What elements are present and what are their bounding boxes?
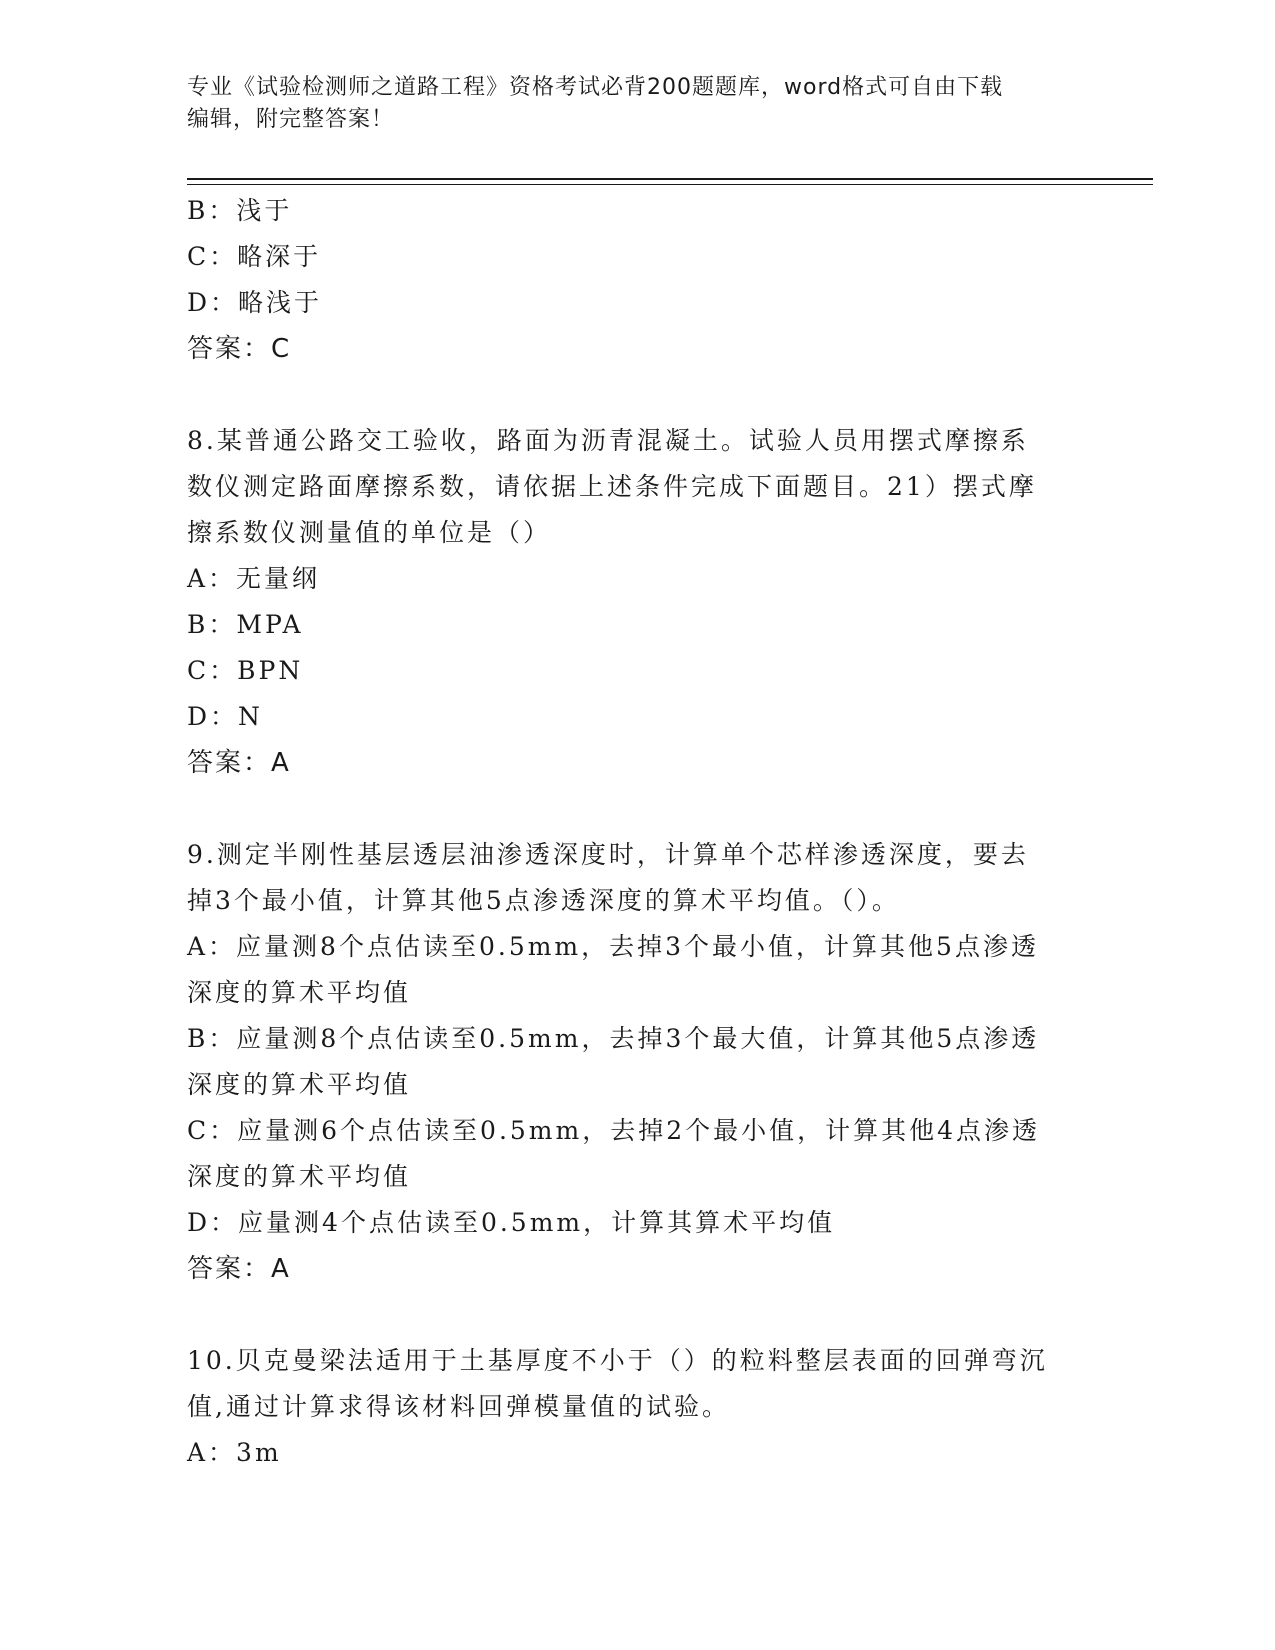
q9-stem-line-2: 掉3个最小值，计算其他5点渗透深度的算术平均值。（）。 bbox=[187, 886, 900, 915]
q9-option-d: D：应量测4个点估读至0.5mm，计算其算术平均值 bbox=[187, 1208, 836, 1237]
header-title-line-2: 编辑，附完整答案！ bbox=[187, 107, 395, 132]
q9-option-b-line-2: 深度的算术平均值 bbox=[187, 1070, 412, 1099]
spacer bbox=[187, 786, 1077, 832]
q7-option-c: C：略深于 bbox=[187, 242, 322, 271]
q9-option-a-line-1: A：应量测8个点估读至0.5mm，去掉3个最小值，计算其他5点渗透 bbox=[187, 932, 1039, 961]
q10-stem-line-2: 值,通过计算求得该材料回弹模量值的试验。 bbox=[187, 1392, 730, 1421]
q8-stem-line-1: 8.某普通公路交工验收，路面为沥青混凝土。试验人员用摆式摩擦系 bbox=[187, 426, 1029, 455]
header-title-line-1: 专业《试验检测师之道路工程》资格考试必背200题题库，word格式可自由下载 bbox=[187, 75, 1004, 100]
q7-option-b: B：浅于 bbox=[187, 196, 293, 225]
q8-stem-line-3: 擦系数仪测量值的单位是（） bbox=[187, 518, 552, 547]
q7-option-d: D：略浅于 bbox=[187, 288, 323, 317]
header-divider-thick bbox=[187, 178, 1153, 180]
q8-option-c: C：BPN bbox=[187, 656, 304, 685]
q10-option-a: A：3m bbox=[187, 1438, 282, 1467]
spacer bbox=[187, 372, 1077, 418]
q7-answer: 答案：C bbox=[187, 334, 292, 364]
spacer bbox=[187, 1292, 1077, 1338]
q9-option-a-line-2: 深度的算术平均值 bbox=[187, 978, 412, 1007]
q9-option-c-line-2: 深度的算术平均值 bbox=[187, 1162, 412, 1191]
question-9 bbox=[187, 832, 1077, 1292]
q9-answer: 答案：A bbox=[187, 1254, 291, 1284]
question-10 bbox=[187, 1338, 1077, 1476]
q8-answer: 答案：A bbox=[187, 748, 291, 778]
page-header bbox=[187, 72, 1077, 136]
q9-option-c-line-1: C：应量测6个点估读至0.5mm，去掉2个最小值，计算其他4点渗透 bbox=[187, 1116, 1041, 1145]
question-8 bbox=[187, 418, 1077, 786]
q8-option-b: B：MPA bbox=[187, 610, 304, 639]
q8-option-a: A：无量纲 bbox=[187, 564, 321, 593]
q9-stem-line-1: 9.测定半刚性基层透层油渗透深度时，计算单个芯样渗透深度，要去 bbox=[187, 840, 1029, 869]
q8-stem-line-2: 数仪测定路面摩擦系数，请依据上述条件完成下面题目。21）摆式摩 bbox=[187, 472, 1037, 501]
question-7 bbox=[187, 188, 1077, 372]
q8-option-d: D：N bbox=[187, 702, 263, 731]
q9-option-b-line-1: B：应量测8个点估读至0.5mm，去掉3个最大值，计算其他5点渗透 bbox=[187, 1024, 1040, 1053]
question-list bbox=[187, 188, 1077, 1476]
q10-stem-line-1: 10.贝克曼梁法适用于土基厚度不小于（）的粒料整层表面的回弹弯沉 bbox=[187, 1346, 1048, 1375]
header-divider-thin bbox=[187, 184, 1153, 185]
